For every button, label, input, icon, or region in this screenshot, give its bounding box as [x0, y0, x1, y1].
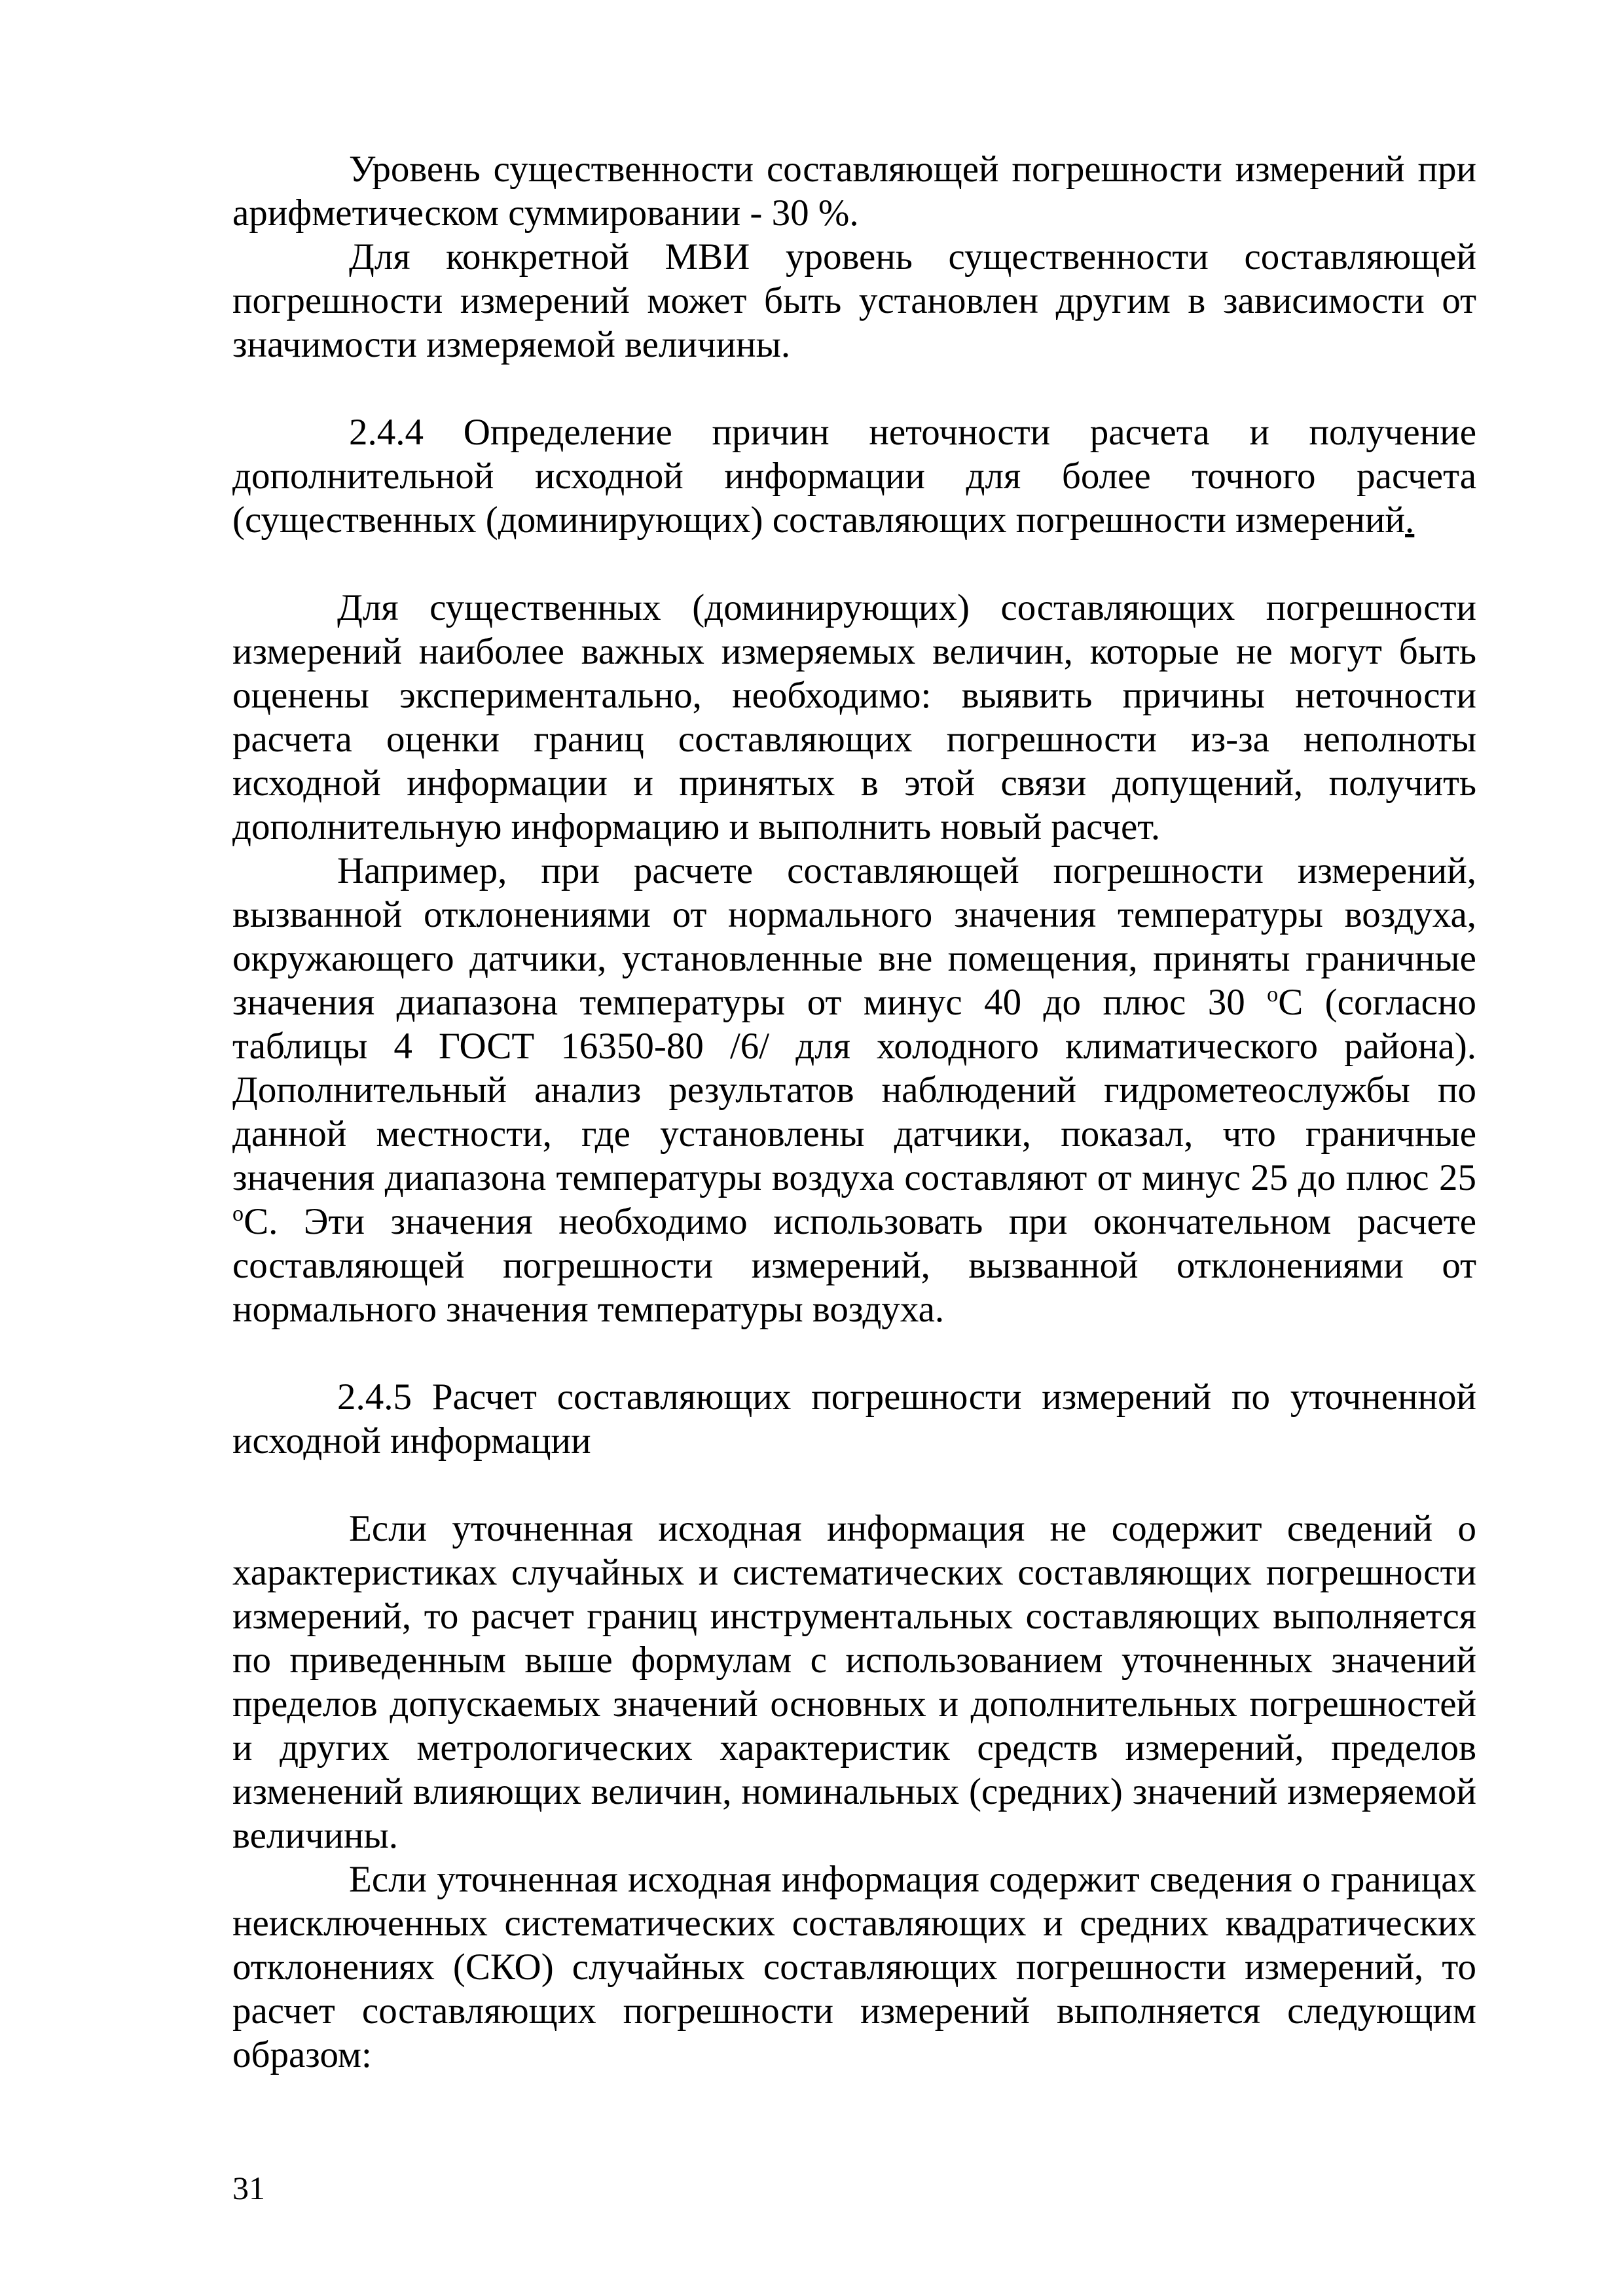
section-heading-2-4-4-end: .: [1405, 499, 1415, 541]
section-heading-2-4-4-text: 2.4.4 Определение причин неточности расчета и получение дополнительной исходной информации для более точного расчета (существенных (доминирующих) составляющих погрешности измерений: [232, 412, 1476, 541]
degree-sign: о: [232, 1202, 244, 1226]
temperature-example-part-1: Например, при расчете составляющей погрешности измерений, вызванной отклонениями от нормального значения температуры воздуха, окружающего датчики, установленные вне помещения, приняты граничные значения диапазона температуры от минус 40 до плюс 30: [232, 850, 1476, 1023]
paragraph-temperature-example: [232, 849, 1476, 1331]
paragraph-significance-level: Уровень существенности составляющей погрешности измерений при арифметическом суммировании - 30 %.: [232, 149, 1476, 234]
temperature-example-part-2: С (согласно таблицы 4 ГОСТ 16350-80 /6/ для холодного климатического района). Дополнительный анализ результатов наблюдений гидрометеослужбы по данной местности, где установлены датчики, показал, что граничные значения диапазона температуры воздуха составляют от минус 25 до плюс 25: [232, 982, 1476, 1198]
paragraph-dominant-components: Для существенных (доминирующих) составляющих погрешности измерений наиболее важных измеряемых величин, которые не могут быть оценены экспериментально, необходимо: выявить причины неточности расчета оценки границ составляющих погрешности из-за неполноты исходной информации и принятых в этой связи допущений, получить дополнительную информацию и выполнить новый расчет.: [232, 587, 1476, 848]
section-heading-2-4-4: [232, 410, 1476, 542]
page-number: 31: [232, 2170, 265, 2206]
paragraph-with-sko-info: Если уточненная исходная информация содержит сведения о границах неисключенных систематических составляющих и средних квадратических отклонениях (СКО) случайных составляющих погрешности измерений, то расчет составляющих погрешности измерений выполняется следующим образом:: [232, 1859, 1476, 2075]
document-page: [232, 147, 1476, 2077]
paragraph-specific-mvi: Для конкретной МВИ уровень существенности составляющей погрешности измерений может быть установлен другим в зависимости от значимости измеряемой величины.: [232, 236, 1476, 365]
degree-sign: о: [1267, 982, 1279, 1007]
temperature-example-part-3: С. Эти значения необходимо использовать при окончательном расчете составляющей погрешности измерений, вызванной отклонениями от нормального значения температуры воздуха.: [232, 1201, 1476, 1330]
section-heading-2-4-5: 2.4.5 Расчет составляющих погрешности измерений по уточненной исходной информации: [232, 1376, 1476, 1462]
paragraph-no-random-info: Если уточненная исходная информация не содержит сведений о характеристиках случайных и систематических составляющих погрешности измерений, то расчет границ инструментальных составляющих выполняется по приведенным выше формулам с использованием уточненных значений пределов допускаемых значений основных и дополнительных погрешностей и других метрологических характеристик средств измерений, пределов изменений влияющих величин, номинальных (средних) значений измеряемой величины.: [232, 1508, 1476, 1856]
